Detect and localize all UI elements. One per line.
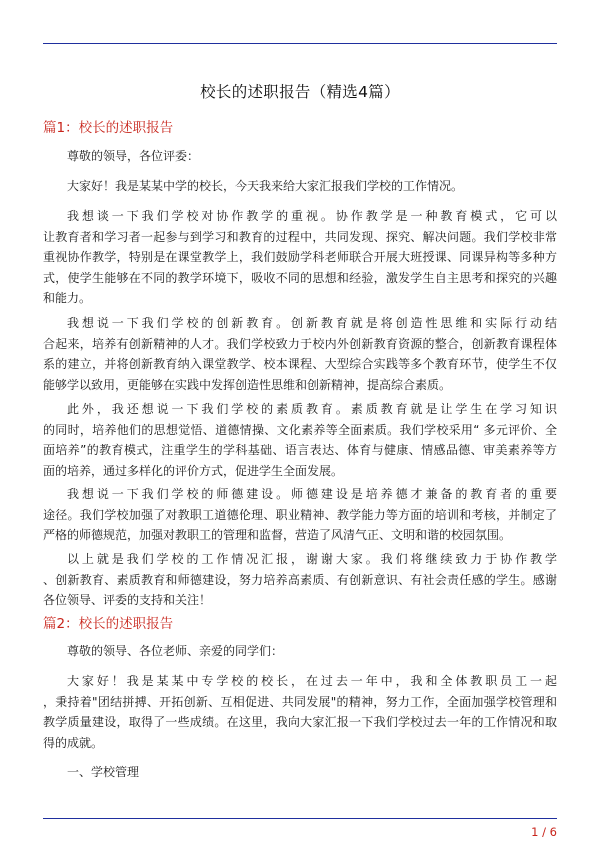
document-title: 校长的述职报告（精选4篇） xyxy=(200,83,400,101)
section-1-intro: 大家好！我是某某中学的校长，今天我来给大家汇报我们学校的工作情况。 xyxy=(67,179,464,193)
section-2-greeting: 尊敬的领导、各位老师、亲爱的同学们： xyxy=(67,644,284,658)
page-number: 1 / 6 xyxy=(531,825,557,839)
section-1-paragraph-innovation: 我想说一下我们学校的创新教育。创新教育就是将创造性思维和实际行动结 合起来，培养有创新精神的人才。我们学校致力于校内外创新教育资源的整合，创新教育课程体 系的建立，并将创新教育纳入课堂教学、校本课程、大型综合实践等多个教育环节，使学生不仅 能够学以致用，更能够在实践中发挥创造性思维和创新精神，提高综合素质。 xyxy=(43,316,557,392)
footer-rule xyxy=(43,818,557,819)
section-1-heading: 篇1：校长的述职报告 xyxy=(43,120,174,136)
section-1-paragraph-collaboration: 我想谈一下我们学校对协作教学的重视。协作教学是一种教育模式，它可以 让教育者和学习者一起参与到学习和教育的过程中，共同发现、探究、解决问题。我们学校非常 重视协作教学，特别是在课堂教学上，我们鼓励学科老师联合开展大班授课、同课异构等多种方 式，使学生能够在不同的教学环境下，吸收不同的思想和经验，激发学生自主思考和探究的兴趣 和能力。 xyxy=(43,209,557,305)
section-2-paragraph-intro: 大家好！我是某某中专学校的校长，在过去一年中，我和全体教职员工一起 ，秉持着"团结拼搏、开拓创新、互相促进、共同发展"的精神，努力工作，全面加强学校管理和 教学质量建设，取得了一些成绩。在这里，我向大家汇报一下我们学校过去一年的工作情况和取 得的成就。 xyxy=(43,674,557,750)
section-2-subheading-school-management: 一、学校管理 xyxy=(67,765,140,779)
section-2-heading: 篇2：校长的述职报告 xyxy=(43,616,174,632)
section-1-greeting: 尊敬的领导，各位评委： xyxy=(67,149,200,163)
section-1-paragraph-closing: 以上就是我们学校的工作情况汇报，谢谢大家。我们将继续致力于协作教学 、创新教育、素质教育和师德建设，努力培养高素质、有创新意识、有社会责任感的学生。感谢 各位领导、评委的支持和关注！ xyxy=(43,552,557,607)
section-1-paragraph-quality-education: 此外，我还想说一下我们学校的素质教育。素质教育就是让学生在学习知识 的同时，培养他们的思想觉悟、道德情操、文化素养等全面素质。我们学校采用“ 多元评价、全 面培养”的教育模式，注重学生的学科基础、语言表达、体育与健康、情感品德、审美素养等方 面的培养，通过多样化的评价方式，促进学生全面发展。 xyxy=(43,402,557,478)
header-rule xyxy=(43,43,557,44)
section-1-paragraph-ethics: 我想说一下我们学校的师德建设。师德建设是培养德才兼备的教育者的重要 途径。我们学校加强了对教职工道德伦理、职业精神、教学能力等方面的培训和考核，并制定了 严格的师德规范，加强对教职工的管理和监督，营造了风清气正、文明和谐的校园氛围。 xyxy=(43,487,557,542)
